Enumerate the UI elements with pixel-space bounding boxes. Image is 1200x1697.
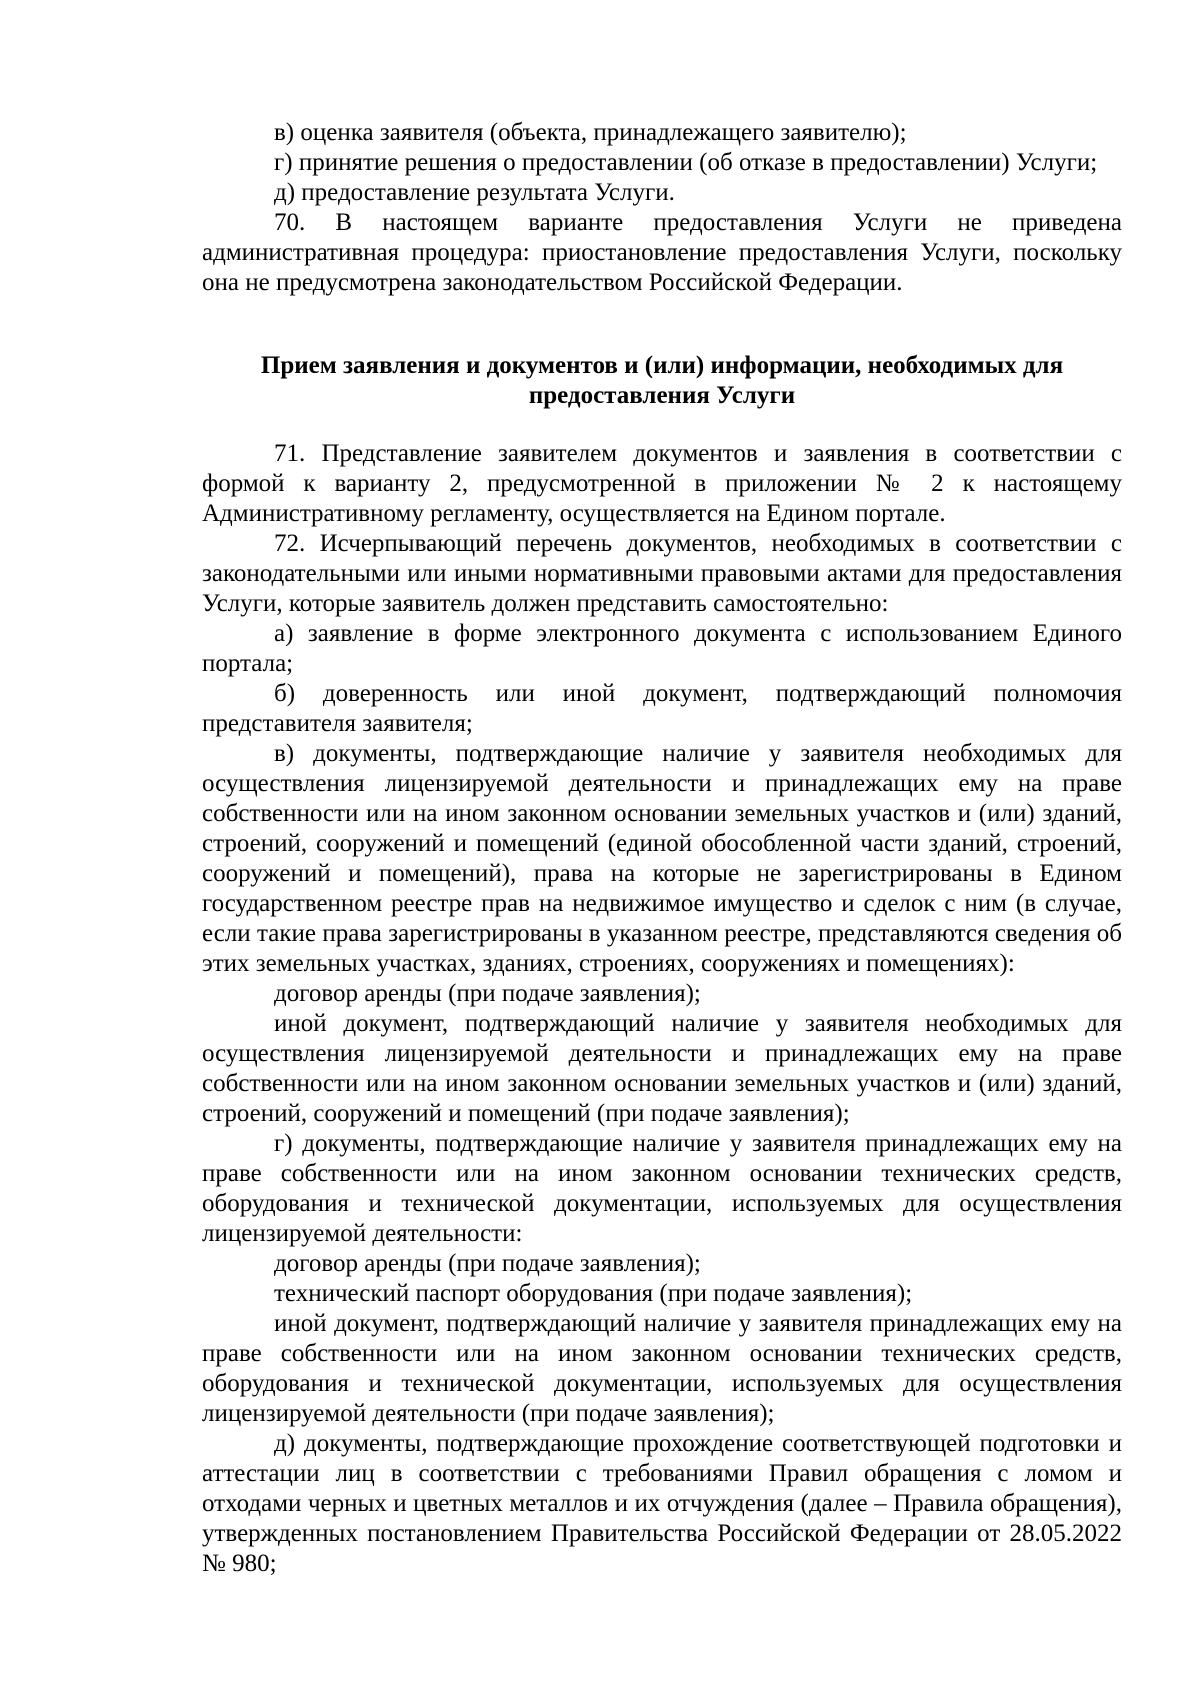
paragraph-72-item-v-lease: договор аренды (при подаче заявления); xyxy=(274,980,701,1007)
section-heading xyxy=(202,351,1122,411)
paragraph-72-item-g: г) документы, подтверждающие наличие у заявителя принадлежащих ему на праве собственности или на ином законном основании технических средств, оборудования и технической документации, используемых для осуществления лицензируемой деятельности: xyxy=(202,1130,1122,1247)
paragraph-72: 72. Исчерпывающий перечень документов, необходимых в соответствии с законодательными или иными нормативными правовыми актами для предоставления Услуги, которые заявитель должен представить самостоятельно: xyxy=(202,530,1122,617)
section-heading-line-2: предоставления Услуги xyxy=(528,382,796,409)
paragraph-72-item-b: б) доверенность или иной документ, подтверждающий полномочия представителя заявителя; xyxy=(202,680,1122,737)
paragraph-72-item-d: д) документы, подтверждающие прохождение соответствующей подготовки и аттестации лиц в соответствии с требованиями Правил обращения с ломом и отходами черных и цветных металлов и их отчуждения (далее – Правила обращения), утвержденных постановлением Правительства Российской Федерации от 28.05.2022 № 980; xyxy=(202,1430,1122,1577)
paragraph-72-item-g-passport: технический паспорт оборудования (при подаче заявления); xyxy=(274,1280,913,1307)
paragraph-72-item-v: в) документы, подтверждающие наличие у заявителя необходимых для осуществления лицензируемой деятельности и принадлежащих ему на праве собственности или на ином законном основании земельных участков и (или) зданий, строений, сооружений и помещений (единой обособленной части зданий, строений, сооружений и помещений), права на которые не зарегистрированы в Едином государственном реестре прав на недвижимое имущество и сделок с ним (в случае, если такие права зарегистрированы в указанном реестре, представляются сведения об этих земельных участках, зданиях, строениях, сооружениях и помещениях): xyxy=(202,740,1122,977)
paragraph-item-d-result: д) предоставление результата Услуги. xyxy=(274,179,675,206)
paragraph-70: 70. В настоящем варианте предоставления Услуги не приведена административная процедура: приостановление предоставления Услуги, поскольку она не предусмотрена законодательством Российской Федерации. xyxy=(202,209,1122,296)
section-heading-line-1: Прием заявления и документов и (или) информации, необходимых для xyxy=(260,352,1064,379)
paragraph-71: 71. Представление заявителем документов и заявления в соответствии с формой к варианту 2, предусмотренной в приложении № 2 к настоящему Административному регламенту, осуществляется на Едином портале. xyxy=(202,440,1122,527)
paragraph-72-item-g-lease: договор аренды (при подаче заявления); xyxy=(274,1250,701,1277)
paragraph-72-item-v-other-document: иной документ, подтверждающий наличие у заявителя необходимых для осуществления лицензируемой деятельности и принадлежащих ему на праве собственности или на ином законном основании земельных участков и (или) зданий, строений, сооружений и помещений (при подаче заявления); xyxy=(202,1010,1122,1127)
paragraph-item-g-decision: г) принятие решения о предоставлении (об отказе в предоставлении) Услуги; xyxy=(274,149,1098,176)
paragraph-item-v-assessment: в) оценка заявителя (объекта, принадлежащего заявителю); xyxy=(274,119,907,146)
document-page xyxy=(202,118,1122,1579)
paragraph-72-item-g-other-document: иной документ, подтверждающий наличие у заявителя принадлежащих ему на праве собственности или на ином законном основании технических средств, оборудования и технической документации, используемых для осуществления лицензируемой деятельности (при подаче заявления); xyxy=(202,1310,1122,1427)
paragraph-72-item-a: а) заявление в форме электронного документа с использованием Единого портала; xyxy=(202,620,1122,677)
